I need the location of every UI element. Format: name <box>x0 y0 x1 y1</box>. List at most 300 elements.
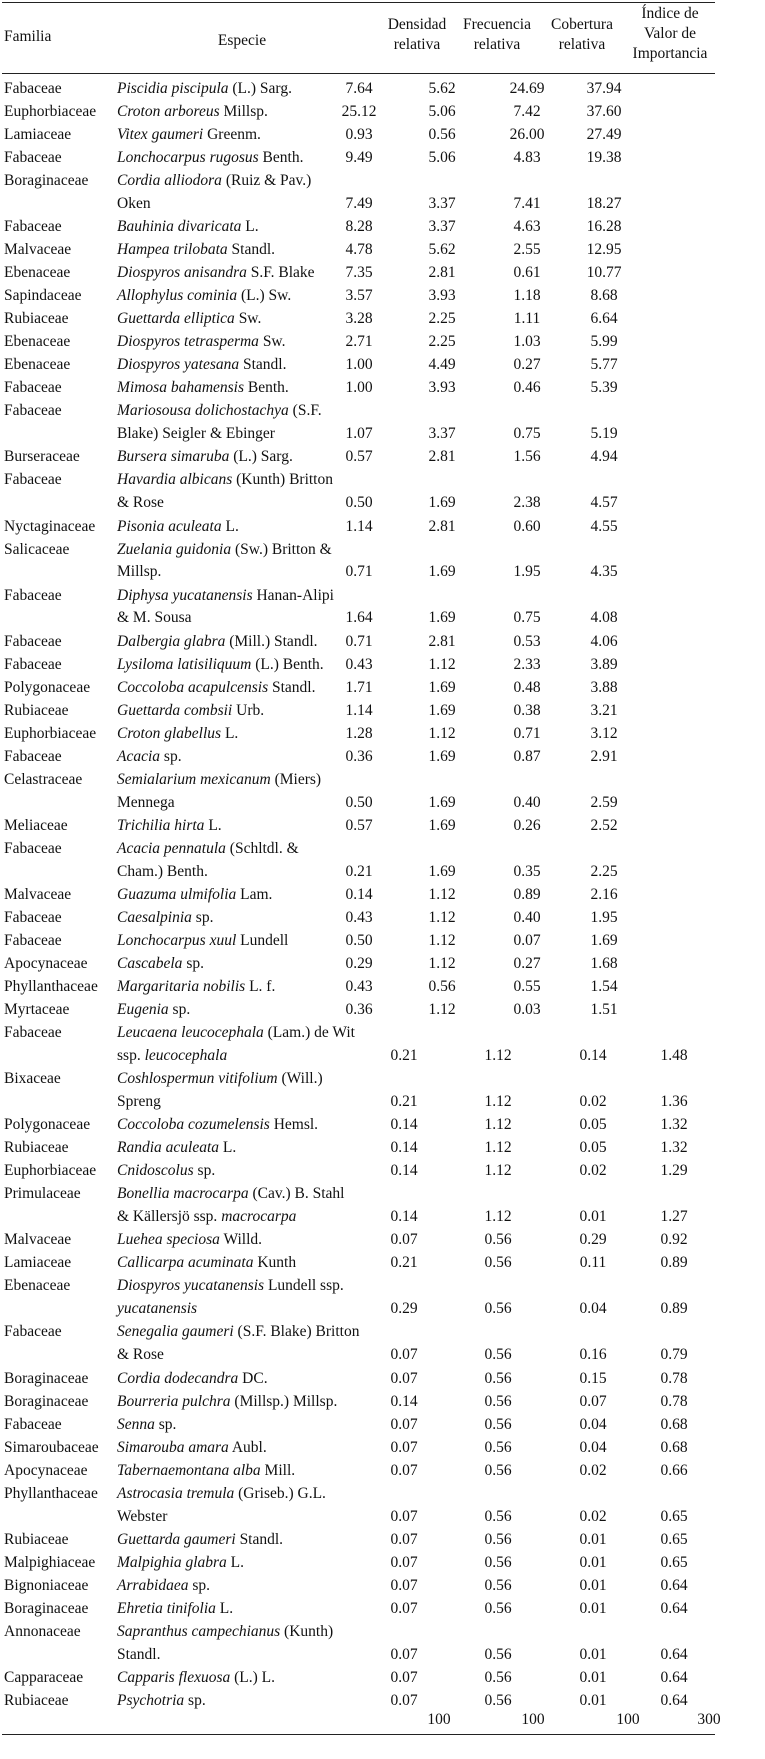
familia-cell: Lamiaceae <box>4 1254 72 1272</box>
especie-cell <box>117 149 303 167</box>
frecuencia-cell: 1.69 <box>428 609 456 627</box>
frecuencia-cell: 2.25 <box>428 310 456 328</box>
frecuencia-cell: 1.12 <box>428 932 456 950</box>
cobertura-cell: 0.53 <box>513 632 541 650</box>
species-name: Diospyros yucatanensis <box>117 1277 265 1295</box>
especie-cell <box>117 1577 210 1595</box>
cobertura-cell: 0.07 <box>513 932 541 950</box>
especie-cell <box>117 1600 233 1618</box>
species-authority: L. <box>221 724 239 742</box>
familia-cell: Fabaceae <box>4 655 62 673</box>
species-name: Diospyros tetrasperma <box>117 333 259 351</box>
densidad-cell: 0.93 <box>345 126 373 144</box>
frecuencia-cell: 0.56 <box>484 1599 512 1617</box>
species-authority: Willd. <box>219 1231 263 1249</box>
cobertura-cell: 7.41 <box>513 195 541 212</box>
species-authority: L. <box>226 1553 245 1571</box>
cobertura-cell: 1.95 <box>513 563 541 581</box>
frecuencia-cell: 1.69 <box>428 494 456 512</box>
cobertura-cell: 0.01 <box>579 1691 607 1709</box>
frecuencia-cell: 0.56 <box>484 1668 512 1686</box>
frecuencia-cell: 1.12 <box>428 908 456 926</box>
indice-cell: 1.32 <box>660 1116 688 1134</box>
species-name: Eugenia <box>117 1001 169 1019</box>
cobertura-cell: 0.01 <box>579 1208 607 1226</box>
cobertura-cell: 0.87 <box>513 747 541 765</box>
especie-cell <box>117 725 238 743</box>
species-name: Guazuma ulmifolia <box>117 885 237 903</box>
densidad-cell: 1.14 <box>345 701 373 719</box>
cobertura-cell: 0.55 <box>513 978 541 996</box>
species-authority: L. <box>204 816 222 834</box>
frecuencia-cell: 2.81 <box>428 632 456 650</box>
species-name: Mariosousa dolichostachya <box>117 402 289 420</box>
species-name: Piscidia piscipula <box>117 80 229 97</box>
densidad-cell: 0.21 <box>345 862 373 880</box>
especie-cell <box>117 932 288 950</box>
species-authority: (S.F. <box>288 402 322 420</box>
cobertura-cell: 0.61 <box>513 264 541 282</box>
densidad-cell: 2.71 <box>345 333 373 351</box>
species-name: Hampea trilobata <box>117 241 228 259</box>
indice-cell: 4.08 <box>590 609 618 627</box>
especie-cell <box>117 1139 236 1157</box>
especie-cell <box>117 1554 244 1572</box>
densidad-cell: 0.07 <box>390 1691 418 1709</box>
cobertura-cell: 26.00 <box>509 126 545 144</box>
species-name: Havardia albicans <box>117 471 233 489</box>
densidad-cell: 0.14 <box>390 1162 418 1180</box>
densidad-cell: 1.14 <box>345 517 373 535</box>
cobertura-cell: 0.01 <box>579 1599 607 1617</box>
familia-cell: Boraginaceae <box>4 1599 89 1617</box>
indice-cell: 0.64 <box>660 1576 688 1594</box>
familia-cell: Rubiaceae <box>4 1530 69 1548</box>
cobertura-cell: 0.04 <box>579 1300 607 1318</box>
densidad-cell: 0.50 <box>345 932 373 950</box>
frecuencia-cell: 1.69 <box>428 747 456 765</box>
cobertura-cell: 0.27 <box>513 356 541 374</box>
indice-cell: 0.65 <box>660 1507 688 1525</box>
especie-cell <box>117 1254 296 1272</box>
familia-cell: Phyllanthaceae <box>4 1484 98 1502</box>
species-authority: sp. <box>168 1001 191 1019</box>
subspecies-name: leucocephala <box>144 1047 228 1065</box>
familia-cell: Fabaceae <box>4 402 62 420</box>
species-authority: (L.) Sarg. <box>229 448 293 466</box>
frecuencia-cell: 2.81 <box>428 517 456 535</box>
species-name: Diospyros yatesana <box>117 356 240 374</box>
especie-cell <box>117 1231 262 1249</box>
indice-cell: 4.35 <box>590 563 618 581</box>
indice-cell: 2.59 <box>590 793 618 811</box>
indice-cell: 2.52 <box>590 816 618 834</box>
indice-cell: 8.68 <box>590 287 618 305</box>
cobertura-cell: 2.55 <box>513 241 541 259</box>
cobertura-cell: 2.33 <box>513 655 541 673</box>
cobertura-cell: 4.63 <box>513 218 541 236</box>
species-authority: sp. <box>193 1162 216 1180</box>
familia-cell: Myrtaceae <box>4 1001 70 1019</box>
species-authority-cont: Cham.) Benth. <box>117 862 208 880</box>
cobertura-cell: 0.05 <box>579 1116 607 1134</box>
especie-cell <box>117 541 332 559</box>
familia-cell: Sapindaceae <box>4 287 82 305</box>
indice-cell: 1.51 <box>590 1001 618 1019</box>
especie-cell-line2 <box>117 1093 161 1111</box>
especie-cell <box>117 1462 295 1480</box>
familia-cell: Euphorbiaceae <box>4 724 97 742</box>
frecuencia-cell: 0.56 <box>484 1507 512 1525</box>
familia-cell: Meliaceae <box>4 816 68 834</box>
familia-cell: Celastraceae <box>4 770 83 788</box>
header-frecuencia <box>452 15 542 55</box>
familia-cell: Fabaceae <box>4 218 62 236</box>
frecuencia-cell: 0.56 <box>484 1553 512 1571</box>
species-name: Malpighia glabra <box>117 1553 227 1571</box>
densidad-cell: 0.07 <box>390 1553 418 1571</box>
species-authority: sp. <box>182 955 204 973</box>
densidad-cell: 7.49 <box>345 195 373 212</box>
frecuencia-cell: 2.81 <box>428 264 456 282</box>
frecuencia-cell: 0.56 <box>484 1438 512 1456</box>
familia-cell: Fabaceae <box>4 932 62 950</box>
cobertura-cell: 0.01 <box>579 1576 607 1594</box>
frecuencia-cell: 2.25 <box>428 333 456 351</box>
cobertura-cell: 24.69 <box>509 80 545 97</box>
familia-cell: Malpighiaceae <box>4 1553 96 1571</box>
indice-cell: 4.06 <box>590 632 618 650</box>
familia-cell: Fabaceae <box>4 149 62 167</box>
frecuencia-cell: 1.12 <box>484 1093 512 1111</box>
frecuencia-cell: 1.69 <box>428 563 456 581</box>
species-authority: Standl. <box>227 241 276 259</box>
especie-cell <box>117 126 261 144</box>
indice-cell: 3.89 <box>590 655 618 673</box>
indice-cell: 3.88 <box>590 678 618 696</box>
species-authority: (Will.) <box>277 1070 323 1088</box>
species-authority: Standl. <box>235 1530 284 1548</box>
species-name: Acacia <box>117 747 161 765</box>
species-authority: L. f. <box>245 978 276 996</box>
species-name: Lysiloma latisiliquum <box>117 655 252 673</box>
densidad-cell: 0.71 <box>345 632 373 650</box>
cobertura-cell: 0.01 <box>579 1553 607 1571</box>
cobertura-cell: 0.35 <box>513 862 541 880</box>
indice-cell: 1.69 <box>590 932 618 950</box>
cobertura-cell: 0.05 <box>579 1139 607 1157</box>
especie-cell <box>117 1116 318 1134</box>
densidad-cell: 0.43 <box>345 908 373 926</box>
familia-cell: Nyctaginaceae <box>4 517 96 535</box>
cobertura-cell: 0.02 <box>579 1093 607 1111</box>
familia-cell: Fabaceae <box>4 1415 62 1433</box>
familia-cell: Apocynaceae <box>4 1461 88 1479</box>
species-authority: Standl. <box>268 678 316 696</box>
species-authority: sp. <box>191 908 214 926</box>
indice-cell: 1.32 <box>660 1139 688 1157</box>
especie-cell-line2 <box>117 1047 227 1065</box>
densidad-cell: 1.64 <box>345 609 373 627</box>
species-name: Guettarda combsii <box>117 701 233 719</box>
species-name: Coccoloba cozumelensis <box>117 1116 270 1134</box>
familia-cell: Fabaceae <box>4 471 62 489</box>
especie-cell <box>117 1001 190 1019</box>
especie-cell <box>117 241 275 259</box>
species-authority: Sw. <box>258 333 286 351</box>
indice-cell: 4.55 <box>590 517 618 535</box>
densidad-cell: 0.50 <box>345 793 373 811</box>
densidad-cell: 1.00 <box>345 379 373 397</box>
indice-cell: 0.64 <box>660 1691 688 1709</box>
especie-cell <box>117 103 268 121</box>
cobertura-cell: 0.16 <box>579 1346 607 1364</box>
total-cobertura: 100 <box>616 1710 640 1728</box>
species-name: Caesalpinia <box>117 908 192 926</box>
indice-cell: 0.92 <box>660 1231 688 1249</box>
frecuencia-cell: 5.06 <box>428 103 456 121</box>
species-authority: (Mill.) Standl. <box>225 632 318 650</box>
species-authority: (Griseb.) G.L. <box>234 1484 326 1502</box>
densidad-cell: 1.71 <box>345 678 373 696</box>
especie-cell <box>117 1439 267 1457</box>
indice-cell: 1.48 <box>660 1047 688 1065</box>
header-indice <box>620 4 720 64</box>
especie-cell <box>117 1623 333 1641</box>
familia-cell: Apocynaceae <box>4 955 88 973</box>
familia-cell: Ebenaceae <box>4 1277 71 1295</box>
cobertura-cell: 0.04 <box>579 1415 607 1433</box>
species-authority: Benth. <box>244 379 289 397</box>
familia-cell: Rubiaceae <box>4 1691 69 1709</box>
densidad-cell: 7.35 <box>345 264 373 282</box>
familia-cell: Fabaceae <box>4 908 62 926</box>
familia-cell: Rubiaceae <box>4 701 69 719</box>
frecuencia-cell: 1.12 <box>484 1162 512 1180</box>
cobertura-cell: 0.38 <box>513 701 541 719</box>
cobertura-cell: 0.29 <box>579 1231 607 1249</box>
species-authority: (Ruiz & Pav.) <box>221 172 312 190</box>
species-authority-cont: & Rose <box>117 494 164 512</box>
densidad-cell: 0.14 <box>390 1116 418 1134</box>
especie-cell <box>117 1070 323 1088</box>
frecuencia-cell: 4.49 <box>428 356 456 374</box>
cobertura-cell: 0.75 <box>513 609 541 627</box>
species-authority: Hanan-Alipi <box>252 586 334 604</box>
densidad-cell: 0.07 <box>390 1438 418 1456</box>
species-name: Tabernaemontana alba <box>117 1461 261 1479</box>
total-indice: 300 <box>697 1710 721 1728</box>
species-name: Bursera simaruba <box>117 448 230 466</box>
familia-cell: Polygonaceae <box>4 678 91 696</box>
cobertura-cell: 0.26 <box>513 816 541 834</box>
especie-cell <box>117 656 324 674</box>
especie-cell <box>117 978 275 996</box>
frecuencia-cell: 3.37 <box>428 195 456 212</box>
indice-cell: 4.57 <box>590 494 618 512</box>
indice-cell: 1.95 <box>590 908 618 926</box>
familia-cell: Boraginaceae <box>4 172 89 190</box>
species-authority: L. <box>221 517 239 535</box>
species-name: Ehretia tinifolia <box>117 1599 216 1617</box>
densidad-cell: 0.07 <box>390 1599 418 1617</box>
cobertura-cell: 0.01 <box>579 1668 607 1686</box>
familia-cell: Simaroubaceae <box>4 1438 99 1456</box>
especie-cell <box>117 287 291 305</box>
species-authority: Standl. <box>239 356 287 374</box>
densidad-cell: 1.00 <box>345 356 373 374</box>
indice-cell: 1.29 <box>660 1162 688 1180</box>
cobertura-cell: 0.03 <box>513 1001 541 1019</box>
especie-cell <box>117 886 272 904</box>
indice-cell: 0.78 <box>660 1392 688 1410</box>
especie-cell-line2 <box>117 425 275 443</box>
cobertura-cell: 1.18 <box>513 287 541 305</box>
species-authority: (Kunth) <box>280 1622 334 1640</box>
species-name: Cnidoscolus <box>117 1162 194 1180</box>
especie-cell <box>117 218 259 236</box>
frecuencia-cell: 1.12 <box>428 724 456 742</box>
densidad-cell: 0.07 <box>390 1461 418 1479</box>
indice-cell: 0.64 <box>660 1599 688 1617</box>
species-name: Capparis flexuosa <box>117 1668 231 1686</box>
especie-cell <box>117 1277 344 1295</box>
frecuencia-cell: 0.56 <box>484 1415 512 1433</box>
frecuencia-cell: 1.69 <box>428 793 456 811</box>
indice-cell: 10.77 <box>586 264 622 282</box>
especie-cell <box>117 771 321 789</box>
species-authority: L. <box>219 1139 237 1157</box>
indice-cell: 1.54 <box>590 978 618 996</box>
indice-cell: 0.78 <box>660 1369 688 1387</box>
indice-cell: 6.64 <box>590 310 618 328</box>
familia-cell: Bignoniaceae <box>4 1576 89 1594</box>
cobertura-cell: 7.42 <box>513 103 541 121</box>
densidad-cell: 0.07 <box>390 1530 418 1548</box>
densidad-cell: 8.28 <box>345 218 373 236</box>
densidad-cell: 1.28 <box>345 724 373 742</box>
frecuencia-cell: 0.56 <box>484 1576 512 1594</box>
densidad-cell: 0.71 <box>345 563 373 581</box>
especie-cell-line2 <box>117 1508 167 1526</box>
especie-cell <box>117 702 264 720</box>
especie-cell-line2 <box>117 794 175 812</box>
species-authority: sp. <box>154 1415 177 1433</box>
species-authority: (Lam.) de Wit <box>263 1024 355 1042</box>
especie-cell-line2 <box>117 609 192 627</box>
familia-cell: Malvaceae <box>4 1231 72 1249</box>
familia-cell: Ebenaceae <box>4 264 71 282</box>
species-authority-cont: Oken <box>117 195 151 212</box>
especie-cell-line2 <box>117 1646 161 1664</box>
indice-cell: 0.65 <box>660 1530 688 1548</box>
species-name: Bourreria pulchra <box>117 1392 231 1410</box>
especie-cell <box>117 679 315 697</box>
indice-cell: 2.16 <box>590 885 618 903</box>
frecuencia-cell: 0.56 <box>484 1346 512 1364</box>
familia-cell: Bixaceae <box>4 1070 61 1088</box>
familia-cell: Fabaceae <box>4 379 62 397</box>
cobertura-cell: 0.89 <box>513 885 541 903</box>
especie-cell <box>117 1185 344 1203</box>
cobertura-cell: 0.75 <box>513 425 541 443</box>
header-cobertura-line2: relativa <box>558 36 606 53</box>
indice-cell: 5.99 <box>590 333 618 351</box>
species-name: Sapranthus campechianus <box>117 1622 281 1640</box>
especie-cell <box>117 1323 359 1341</box>
familia-cell: Capparaceae <box>4 1668 84 1686</box>
especie-cell <box>117 1393 337 1411</box>
especie-cell <box>117 379 289 397</box>
frecuencia-cell: 0.56 <box>484 1530 512 1548</box>
familia-cell: Euphorbiaceae <box>4 1162 97 1180</box>
species-authority: S.F. Blake <box>246 264 315 282</box>
densidad-cell: 0.07 <box>390 1231 418 1249</box>
frecuencia-cell: 1.12 <box>484 1047 512 1065</box>
header-familia: Familia <box>4 28 52 45</box>
species-authority: (L.) Benth. <box>251 655 324 673</box>
familia-cell: Lamiaceae <box>4 126 72 144</box>
frecuencia-cell: 0.56 <box>484 1254 512 1272</box>
densidad-cell: 0.14 <box>390 1392 418 1410</box>
indice-cell: 0.66 <box>660 1461 688 1479</box>
cobertura-cell: 0.15 <box>579 1369 607 1387</box>
header-especie: Especie <box>217 32 267 49</box>
cobertura-cell: 0.46 <box>513 379 541 397</box>
frecuencia-cell: 1.12 <box>484 1208 512 1226</box>
especie-cell <box>117 518 239 536</box>
species-authority: DC. <box>238 1369 268 1387</box>
species-authority-cont: Webster <box>117 1507 168 1525</box>
especie-cell-line2 <box>117 1300 197 1318</box>
species-name: Diospyros anisandra <box>117 264 247 282</box>
species-authority: Urb. <box>232 701 265 719</box>
indice-cell: 4.94 <box>590 448 618 466</box>
familia-cell: Ebenaceae <box>4 333 71 351</box>
species-name: Randia aculeata <box>117 1139 220 1157</box>
species-name: Croton glabellus <box>117 724 222 742</box>
header-densidad <box>372 15 462 55</box>
indice-cell: 2.91 <box>590 747 618 765</box>
familia-cell: Fabaceae <box>4 1024 62 1042</box>
species-authority: Hemsl. <box>269 1116 319 1134</box>
species-authority-cont: Spreng <box>117 1093 161 1111</box>
species-name: Astrocasia tremula <box>117 1484 235 1502</box>
species-authority: (Kunth) Britton <box>232 471 333 489</box>
densidad-cell: 7.64 <box>345 80 373 97</box>
cobertura-cell: 0.04 <box>579 1438 607 1456</box>
especie-cell <box>117 1531 283 1549</box>
top-rule <box>2 2 715 3</box>
total-densidad: 100 <box>427 1710 451 1728</box>
indice-cell: 1.36 <box>660 1093 688 1111</box>
especie-cell <box>117 310 261 328</box>
frecuencia-cell: 1.69 <box>428 816 456 834</box>
species-authority: Lam. <box>236 885 273 903</box>
frecuencia-cell: 0.56 <box>484 1231 512 1249</box>
densidad-cell: 0.43 <box>345 655 373 673</box>
densidad-cell: 3.57 <box>345 287 373 305</box>
especie-cell-line2 <box>117 494 164 512</box>
densidad-cell: 0.14 <box>345 885 373 903</box>
densidad-cell: 4.78 <box>345 241 373 259</box>
familia-cell: Fabaceae <box>4 747 62 765</box>
species-name: Lonchocarpus xuul <box>117 932 237 950</box>
familia-cell: Rubiaceae <box>4 310 69 328</box>
species-authority: (L.) Sarg. <box>228 80 292 97</box>
species-authority-cont: & Källersjö ssp. <box>117 1208 222 1226</box>
especie-cell <box>117 817 222 835</box>
